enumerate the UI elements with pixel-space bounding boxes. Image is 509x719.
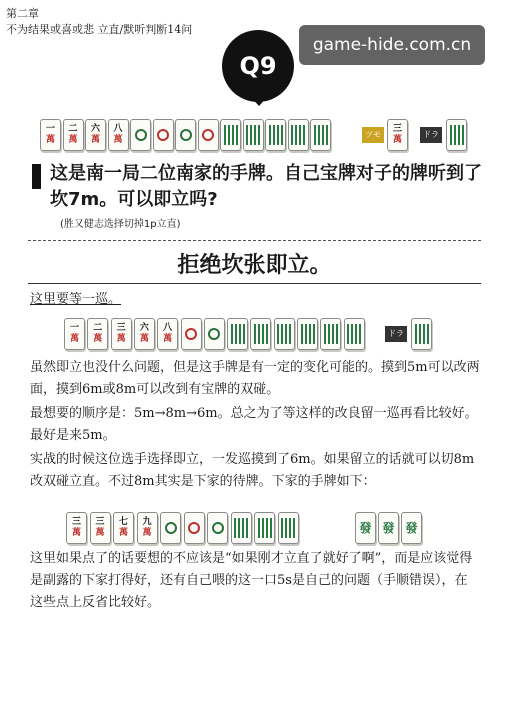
hand3-tile [160,512,181,544]
hand1-tile [108,119,129,151]
question-note: (胜又健志选择切掉1p立直) [60,219,181,230]
chapter-subtitle: 不为结果或喜或悲 立直/默听判断14问 [6,23,193,36]
dashed-divider [28,240,481,241]
hand2-tile [204,318,225,350]
tile-number: 七 [118,517,128,527]
chapter-header: 第二章 [6,7,39,20]
hand1-tile [63,119,84,151]
dora-indicator-tile-2 [411,318,432,350]
meld-tile-glyph: 發 [382,520,395,535]
tile-suit: 萬 [71,528,81,538]
bamboo-icon [258,518,272,538]
tile-number: 二 [68,124,78,134]
pin-dot-icon [212,522,224,534]
hand1-tile [85,119,106,151]
tile-number: 九 [142,517,152,527]
tile-number: 八 [163,323,173,333]
hand2-tile [87,318,108,350]
question-text: 这是南一局二位南家的手牌。自己宝牌对子的牌听到了坎7m。可以即立吗? [50,163,482,210]
watermark: game-hide.com.cn [299,25,485,65]
draw-tag: ツモ [362,127,384,143]
meld-tile [401,512,422,544]
hand3-tile [207,512,228,544]
hand1-tile [40,119,61,151]
tile-suit: 萬 [118,528,128,538]
dora-indicator-tile [446,119,467,151]
hand3-tile [184,512,205,544]
hand2-tile [274,318,295,350]
hand1-tile [175,119,196,151]
tile-number: 一 [45,124,55,134]
draw-tile [387,119,408,151]
answer-heading: 拒绝坎张即立。 [177,252,332,278]
tile-suit: 萬 [95,528,105,538]
pin-dot-icon [202,129,214,141]
hand2-tile [227,318,248,350]
tile-suit: 萬 [45,135,55,145]
bamboo-icon [347,324,361,344]
hand3-tile [137,512,158,544]
hand1-tile [243,119,264,151]
draw-tile-suit: 萬 [392,135,402,145]
tile-suit: 萬 [93,334,103,344]
tile-suit: 萬 [139,334,149,344]
hand2-tile [111,318,132,350]
dora-tag: ドラ [420,127,442,143]
tile-number: 八 [113,124,123,134]
bamboo-icon [324,324,338,344]
bamboo-icon [246,125,260,145]
pin-dot-icon [185,328,197,340]
bamboo-icon [277,324,291,344]
tile-number: 三 [95,517,105,527]
pin-dot-icon [157,129,169,141]
hand1-tile [310,119,331,151]
tile-number: 三 [116,323,126,333]
hand2-tile [64,318,85,350]
meld-tile [355,512,376,544]
tile-number: 三 [71,517,81,527]
tile-number: 六 [139,323,149,333]
tile-suit: 萬 [116,334,126,344]
paragraph-4: 这里如果点了的话要想的不应该是“如果刚才立直了就好了啊”，而是应该觉得是副露的下家打得好，还有自己喂的这一口5s是自己的问题（手顺错误），在这些点上反省比较好。 [30,551,473,610]
tile-suit: 萬 [69,334,79,344]
meld-tile [378,512,399,544]
hand2-tile [320,318,341,350]
meld-tile-glyph: 發 [359,520,372,535]
hand1-tile [288,119,309,151]
bamboo-icon [269,125,283,145]
hand2-tile [157,318,178,350]
tile-number: 一 [69,323,79,333]
pin-dot-icon [208,328,220,340]
hand1-tile [198,119,219,151]
bamboo-icon [301,324,315,344]
bamboo-icon [231,324,245,344]
pin-dot-icon [180,129,192,141]
hand3-tile [90,512,111,544]
hand2-tile [181,318,202,350]
tile-number: 六 [90,124,100,134]
tile-suit: 萬 [68,135,78,145]
tile-suit: 萬 [90,135,100,145]
hand2-tile [297,318,318,350]
bamboo-icon [291,125,305,145]
hand1-tile [130,119,151,151]
tile-suit: 萬 [142,528,152,538]
pin-dot-icon [188,522,200,534]
hand2-tile [250,318,271,350]
bamboo-icon [314,125,328,145]
hand3-tile [278,512,299,544]
answer-rule [28,283,481,284]
hand1-tile [265,119,286,151]
hand3-tile [113,512,134,544]
bamboo-icon [224,125,238,145]
dora-tag-2: ドラ [385,326,407,342]
hand2-tile [134,318,155,350]
draw-tile-number: 三 [392,124,402,134]
paragraph-3: 实战的时候这位选手选择即立，一发巡摸到了6m。如果留立的话就可以切8m改双碰立直。不过8m其实是下家的待牌。下家的手牌如下： [30,452,475,489]
hand3-tile [254,512,275,544]
tile-number: 二 [93,323,103,333]
tile-suit: 萬 [163,334,173,344]
bamboo-icon [281,518,295,538]
paragraph-2: 最想要的顺序是：5m→8m→6m。总之为了等这样的改良留一巡再看比较好。最好是来5m。 [30,406,478,443]
hand1-tile [153,119,174,151]
section-heading: 这里要等一巡。 [30,292,122,307]
pin-dot-icon [165,522,177,534]
meld-tile-glyph: 發 [405,520,418,535]
pin-dot-icon [135,129,147,141]
bamboo-icon [234,518,248,538]
bamboo-icon [254,324,268,344]
hand2-tile [344,318,365,350]
hand3-tile [66,512,87,544]
paragraph-1: 虽然即立也没什么问题，但是这手牌是有一定的变化可能的。摸到5m可以改两面，摸到6m或8m可以改到有宝牌的双碰。 [30,360,480,397]
tile-suit: 萬 [113,135,123,145]
question-bar [32,164,41,189]
question-number: Q9 [239,52,277,80]
hand1-tile [220,119,241,151]
hand3-tile [231,512,252,544]
